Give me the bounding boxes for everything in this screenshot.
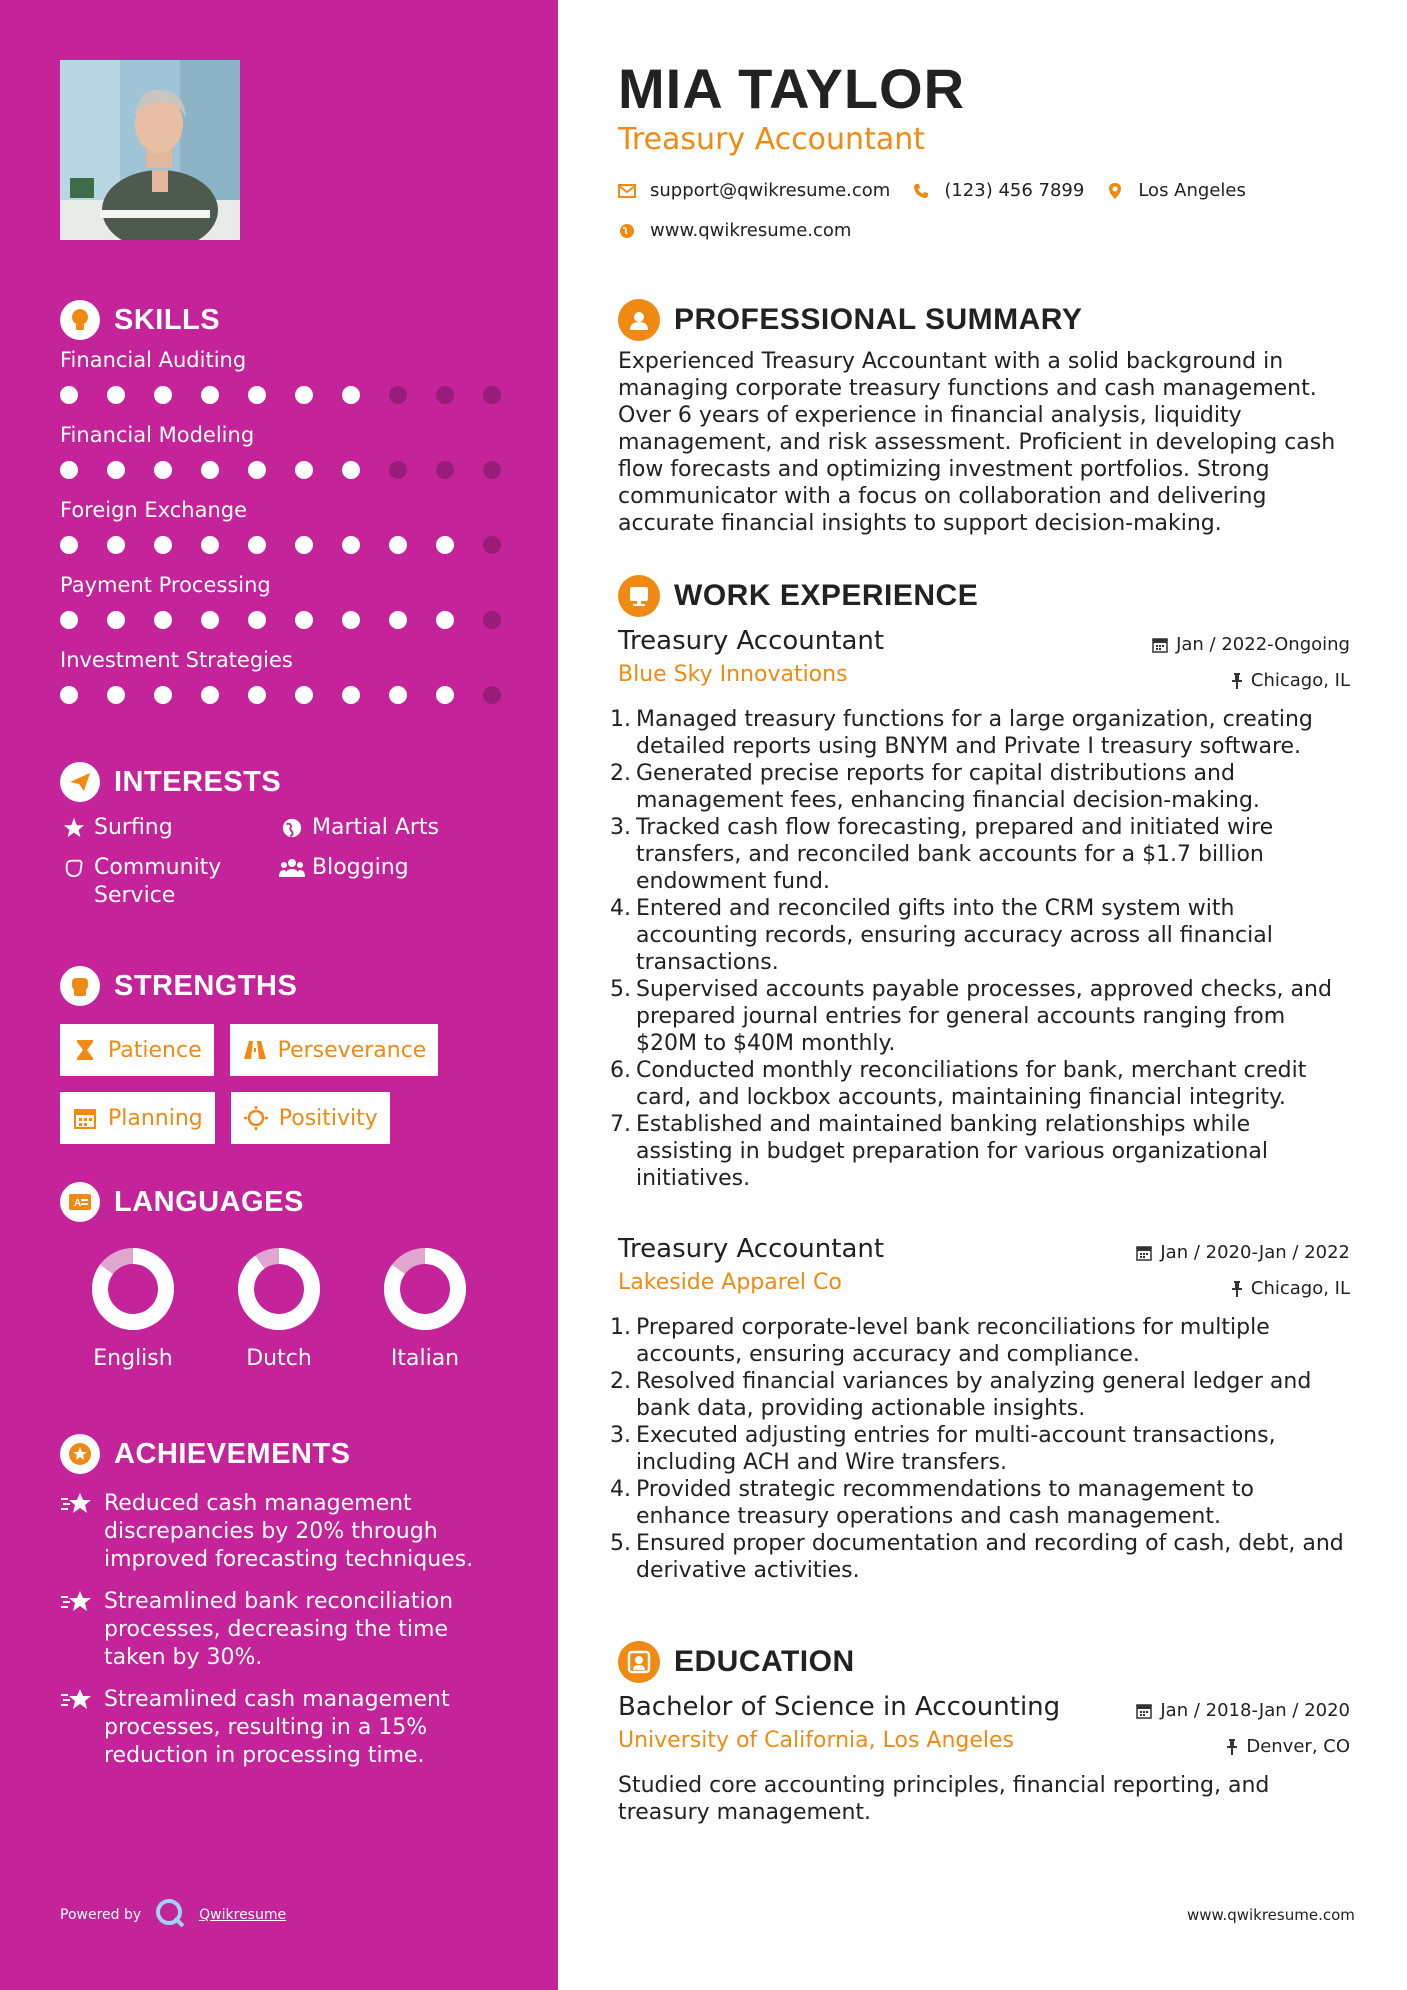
users-icon: [278, 854, 306, 882]
bullet-text: Established and maintained banking relationships while assisting in budget preparation for various organizational initiatives.: [636, 1112, 1268, 1191]
rating-dot-empty: [483, 611, 501, 629]
languages-title: LANGUAGES: [114, 1185, 304, 1218]
bullet-text: Supervised accounts payable processes, approved checks, and prepared journal entries for general accounts ranging from $20M to $40M monthly.: [636, 977, 1332, 1056]
job-title: Treasury Accountant: [618, 1234, 885, 1264]
rating-dot-filled: [248, 686, 266, 704]
languages-section: [60, 1180, 520, 1371]
rating-dot-empty: [483, 461, 501, 479]
list-item: [610, 1368, 1350, 1422]
languages-heading: [60, 1180, 520, 1224]
strength-label: Patience: [108, 1037, 202, 1063]
shooting-star-icon: [60, 1588, 94, 1622]
interests-title: INTERESTS: [114, 765, 282, 798]
rating-dot-filled: [436, 686, 454, 704]
lightbulb-icon: [60, 300, 100, 340]
degree: Bachelor of Science in Accounting: [618, 1692, 1061, 1722]
achievements-list: [60, 1490, 520, 1770]
shooting-star-icon: [60, 1686, 94, 1720]
skill-name: Payment Processing: [60, 573, 271, 597]
rating-dot-filled: [342, 686, 360, 704]
rating-dot-filled: [389, 611, 407, 629]
bullet-text: Executed adjusting entries for multi-account transactions, including ACH and Wire transfers.: [636, 1423, 1276, 1475]
skills-heading: [60, 298, 520, 342]
list-number: 4.: [610, 896, 631, 921]
rating-dot-filled: [154, 686, 172, 704]
strength-chip: [60, 1092, 215, 1144]
paper-plane-icon: [60, 762, 100, 802]
language-item: [352, 1246, 498, 1371]
education-entry: [618, 1692, 1350, 1826]
calendar-icon: [72, 1105, 98, 1131]
hand-icon: [60, 854, 88, 882]
achievements-title: ACHIEVEMENTS: [114, 1437, 351, 1470]
rating-dot-filled: [154, 461, 172, 479]
fist-icon: [60, 966, 100, 1006]
list-item: [610, 976, 1350, 1057]
envelope-icon: [618, 182, 636, 200]
summary-section: [618, 298, 1350, 537]
skill-name: Financial Auditing: [60, 348, 247, 372]
sun-icon: [243, 1105, 269, 1131]
interests-heading: [60, 760, 520, 804]
education-section: [618, 1640, 1350, 1826]
job-company: Blue Sky Innovations: [618, 662, 848, 687]
bullet-text: Prepared corporate-level bank reconciliations for multiple accounts, ensuring accuracy and compliance.: [636, 1315, 1270, 1367]
language-name: Dutch: [246, 1346, 312, 1371]
svg-text:A: A: [74, 1198, 82, 1209]
candidate-name: MIA TAYLOR: [618, 57, 966, 120]
list-item: [610, 1530, 1350, 1584]
job-location-text: Chicago, IL: [1250, 1278, 1350, 1299]
briefcase-icon: [618, 575, 660, 617]
summary-title: PROFESSIONAL SUMMARY: [674, 303, 1083, 336]
rating-dot-filled: [107, 461, 125, 479]
job-location-text: Chicago, IL: [1250, 670, 1350, 691]
job-bullets: [610, 1314, 1350, 1584]
skill-item: [60, 498, 520, 573]
rating-dot-filled: [295, 611, 313, 629]
bullet-text: Resolved financial variances by analyzing general ledger and bank data, providing actionable insights.: [636, 1369, 1312, 1421]
rating-dot-empty: [483, 686, 501, 704]
interest-label: Martial Arts: [312, 815, 440, 840]
interest-item: [60, 854, 278, 910]
rating-dot-empty: [389, 386, 407, 404]
job-title: Treasury Accountant: [618, 626, 885, 656]
rating-dot-filled: [436, 536, 454, 554]
bullet-text: Managed treasury functions for a large organization, creating detailed reports using BNYM and Private I treasury software.: [636, 707, 1313, 759]
rating-dot-filled: [436, 611, 454, 629]
strength-chip: [231, 1092, 390, 1144]
rating-dot-filled: [295, 461, 313, 479]
skill-rating: [60, 611, 530, 629]
star-badge-icon: [60, 1434, 100, 1474]
rating-dot-filled: [342, 461, 360, 479]
candidate-role: Treasury Accountant: [618, 122, 925, 157]
list-number: 5.: [610, 977, 631, 1002]
skill-name: Investment Strategies: [60, 648, 293, 672]
skills-section: [60, 298, 520, 723]
profile-photo: [60, 60, 240, 240]
language-item: [60, 1246, 206, 1371]
pushpin-icon: [1231, 1281, 1243, 1297]
school: University of California, Los Angeles: [618, 1728, 1015, 1753]
list-item: [610, 1314, 1350, 1368]
interest-item: [278, 854, 508, 910]
contact-phone: (123) 456 7899: [944, 180, 1085, 201]
job-location: [1231, 670, 1350, 691]
calendar-icon: [1136, 1703, 1152, 1719]
strengths-heading: [60, 964, 520, 1008]
list-number: 2.: [610, 1369, 631, 1394]
strength-chip: [60, 1024, 214, 1076]
summary-heading: [618, 298, 1350, 342]
contact-location: Los Angeles: [1138, 180, 1246, 201]
rating-dot-filled: [154, 611, 172, 629]
rating-dot-filled: [248, 461, 266, 479]
list-number: 5.: [610, 1531, 631, 1556]
list-item: [610, 814, 1350, 895]
rating-dot-empty: [436, 386, 454, 404]
strengths-list: [60, 1024, 530, 1160]
skill-rating: [60, 461, 530, 479]
rating-dot-filled: [342, 536, 360, 554]
rating-dot-filled: [60, 686, 78, 704]
list-item: [610, 895, 1350, 976]
education-title: EDUCATION: [674, 1645, 855, 1678]
pushpin-icon: [1231, 673, 1243, 689]
job-entry: [610, 626, 1350, 1192]
rating-dot-filled: [201, 536, 219, 554]
rating-dot-empty: [389, 461, 407, 479]
job-location: [1231, 1278, 1350, 1299]
skill-name: Financial Modeling: [60, 423, 255, 447]
rating-dot-filled: [60, 461, 78, 479]
star-icon: [60, 814, 88, 842]
qwikresume-logo-icon: [155, 1898, 185, 1932]
footer-url[interactable]: www.qwikresume.com: [1187, 1906, 1355, 1924]
map-pin-icon: [1106, 182, 1124, 200]
summary-text: Experienced Treasury Accountant with a solid background in managing corporate treasury functions and cash management. Over 6 years of experience in financial analysis, liquidity management, and risk assessment. Proficient in developing cash flow forecasts and optimizing investment portfolios. Strong communicator with a focus on collaboration and delivering accurate financial insights to support decision-making.: [618, 349, 1336, 536]
list-item: [610, 760, 1350, 814]
achievement-text: Streamlined bank reconciliation processes, decreasing the time taken by 30%.: [104, 1589, 454, 1670]
job-company: Lakeside Apparel Co: [618, 1270, 842, 1295]
rating-dot-filled: [60, 386, 78, 404]
qwikresume-link[interactable]: Qwikresume: [199, 1907, 287, 1923]
education-heading: [618, 1640, 1350, 1684]
jobs-list: [610, 626, 1350, 1584]
rating-dot-filled: [154, 386, 172, 404]
phone-icon: [912, 182, 930, 200]
list-item: [610, 1057, 1350, 1111]
list-number: 3.: [610, 815, 631, 840]
interest-item: [278, 814, 508, 842]
contact-email[interactable]: support@qwikresume.com: [650, 180, 891, 201]
rating-dot-filled: [248, 611, 266, 629]
skill-rating: [60, 686, 530, 704]
list-number: 6.: [610, 1058, 631, 1083]
rating-dot-empty: [436, 461, 454, 479]
skill-item: [60, 348, 520, 423]
language-item: [206, 1246, 352, 1371]
rating-dot-filled: [248, 386, 266, 404]
strengths-title: STRENGTHS: [114, 969, 298, 1002]
achievement-text: Reduced cash management discrepancies by 20% through improved forecasting techniques.: [104, 1491, 474, 1572]
bullet-text: Tracked cash flow forecasting, prepared and initiated wire transfers, and reconciled bank accounts for a $1.7 billion endowment fund.: [636, 815, 1274, 894]
list-number: 7.: [610, 1112, 631, 1137]
strengths-section: [60, 964, 520, 1160]
rating-dot-empty: [483, 536, 501, 554]
achievement-text: Streamlined cash management processes, resulting in a 15% reduction in processing time.: [104, 1687, 450, 1768]
rating-dot-filled: [389, 686, 407, 704]
job-date: [1152, 634, 1350, 655]
list-number: 1.: [610, 1315, 631, 1340]
rating-dot-filled: [295, 386, 313, 404]
rating-dot-empty: [483, 386, 501, 404]
job-date-text: Jan / 2022-Ongoing: [1176, 634, 1350, 655]
rating-dot-filled: [389, 536, 407, 554]
list-number: 2.: [610, 761, 631, 786]
strength-label: Positivity: [278, 1105, 378, 1131]
rating-dot-filled: [248, 536, 266, 554]
sidebar: [0, 0, 558, 1990]
job-date: [1136, 1242, 1350, 1263]
skills-title: SKILLS: [114, 303, 221, 336]
skill-item: [60, 573, 520, 648]
globe-icon: [618, 222, 636, 240]
interests-section: [60, 760, 520, 910]
calendar-icon: [1136, 1245, 1152, 1261]
skill-item: [60, 423, 520, 498]
interest-label: Community Service: [94, 855, 222, 908]
rating-dot-filled: [60, 536, 78, 554]
education-date-text: Jan / 2018-Jan / 2020: [1160, 1700, 1350, 1721]
globe-icon: [278, 814, 306, 842]
job-date-text: Jan / 2020-Jan / 2022: [1160, 1242, 1350, 1263]
list-item: [610, 1476, 1350, 1530]
list-item: [610, 1111, 1350, 1192]
graduate-icon: [618, 1641, 660, 1683]
hourglass-icon: [72, 1037, 98, 1063]
powered-by-label: Powered by: [60, 1907, 142, 1923]
rating-dot-filled: [107, 686, 125, 704]
achievements-section: [60, 1432, 520, 1784]
rating-dot-filled: [107, 536, 125, 554]
strength-chip: [230, 1024, 439, 1076]
achievements-heading: [60, 1432, 520, 1476]
contact-website[interactable]: www.qwikresume.com: [650, 220, 852, 241]
languages-list: [60, 1246, 520, 1371]
list-number: 3.: [610, 1423, 631, 1448]
strength-label: Perseverance: [277, 1037, 427, 1063]
language-level-ring: [90, 1246, 176, 1332]
rating-dot-filled: [107, 386, 125, 404]
rating-dot-filled: [201, 386, 219, 404]
education-date: [1136, 1700, 1350, 1721]
education-location: [1226, 1736, 1350, 1757]
bullet-text: Entered and reconciled gifts into the CRM system with accounting records, ensuring accuracy across all financial transactions.: [636, 896, 1273, 975]
experience-section: [610, 574, 1350, 1584]
contact-row: [618, 180, 1246, 201]
list-number: 4.: [610, 1477, 631, 1502]
bullet-text: Ensured proper documentation and recording of cash, debt, and derivative activities.: [636, 1531, 1344, 1583]
education-description: Studied core accounting principles, financial reporting, and treasury management.: [618, 1773, 1270, 1825]
shooting-star-icon: [60, 1490, 94, 1524]
rating-dot-filled: [295, 686, 313, 704]
bullet-text: Provided strategic recommendations to management to enhance treasury operations and cash management.: [636, 1477, 1254, 1529]
skill-name: Foreign Exchange: [60, 498, 248, 522]
bullet-text: Conducted monthly reconciliations for bank, merchant credit card, and lockbox accounts, maintaining financial integrity.: [636, 1058, 1307, 1110]
skill-item: [60, 648, 520, 723]
skill-rating: [60, 386, 530, 404]
bullet-text: Generated precise reports for capital distributions and management fees, enhancing financial decision-making.: [636, 761, 1260, 813]
interest-label: Surfing: [94, 815, 173, 840]
rating-dot-filled: [295, 536, 313, 554]
strength-label: Planning: [108, 1105, 203, 1131]
language-level-ring: [236, 1246, 322, 1332]
language-name: English: [93, 1346, 173, 1371]
language-level-ring: [382, 1246, 468, 1332]
rating-dot-filled: [342, 386, 360, 404]
list-number: 1.: [610, 707, 631, 732]
rating-dot-filled: [201, 686, 219, 704]
pushpin-icon: [1226, 1739, 1238, 1755]
job-entry: [610, 1234, 1350, 1584]
rating-dot-filled: [107, 611, 125, 629]
list-item: [610, 1422, 1350, 1476]
experience-heading: [618, 574, 1350, 618]
experience-title: WORK EXPERIENCE: [674, 579, 979, 612]
list-item: [610, 706, 1350, 760]
language-icon: [60, 1182, 100, 1222]
rating-dot-filled: [60, 611, 78, 629]
job-bullets: [610, 706, 1350, 1192]
achievement-item: [60, 1588, 520, 1672]
rating-dot-filled: [342, 611, 360, 629]
interests-list: [60, 814, 520, 910]
achievement-item: [60, 1686, 520, 1770]
ring-fill: [246, 1256, 312, 1322]
language-name: Italian: [390, 1346, 460, 1371]
interest-label: Blogging: [312, 855, 409, 880]
road-icon: [242, 1037, 268, 1063]
education-location-text: Denver, CO: [1246, 1736, 1350, 1757]
rating-dot-filled: [201, 461, 219, 479]
user-icon: [618, 299, 660, 341]
calendar-icon: [1152, 637, 1168, 653]
powered-by: [60, 1898, 286, 1932]
interest-item: [60, 814, 278, 842]
achievement-item: [60, 1490, 520, 1574]
rating-dot-filled: [154, 536, 172, 554]
rating-dot-filled: [201, 611, 219, 629]
contact-row-web: [618, 220, 851, 241]
skill-rating: [60, 536, 530, 554]
